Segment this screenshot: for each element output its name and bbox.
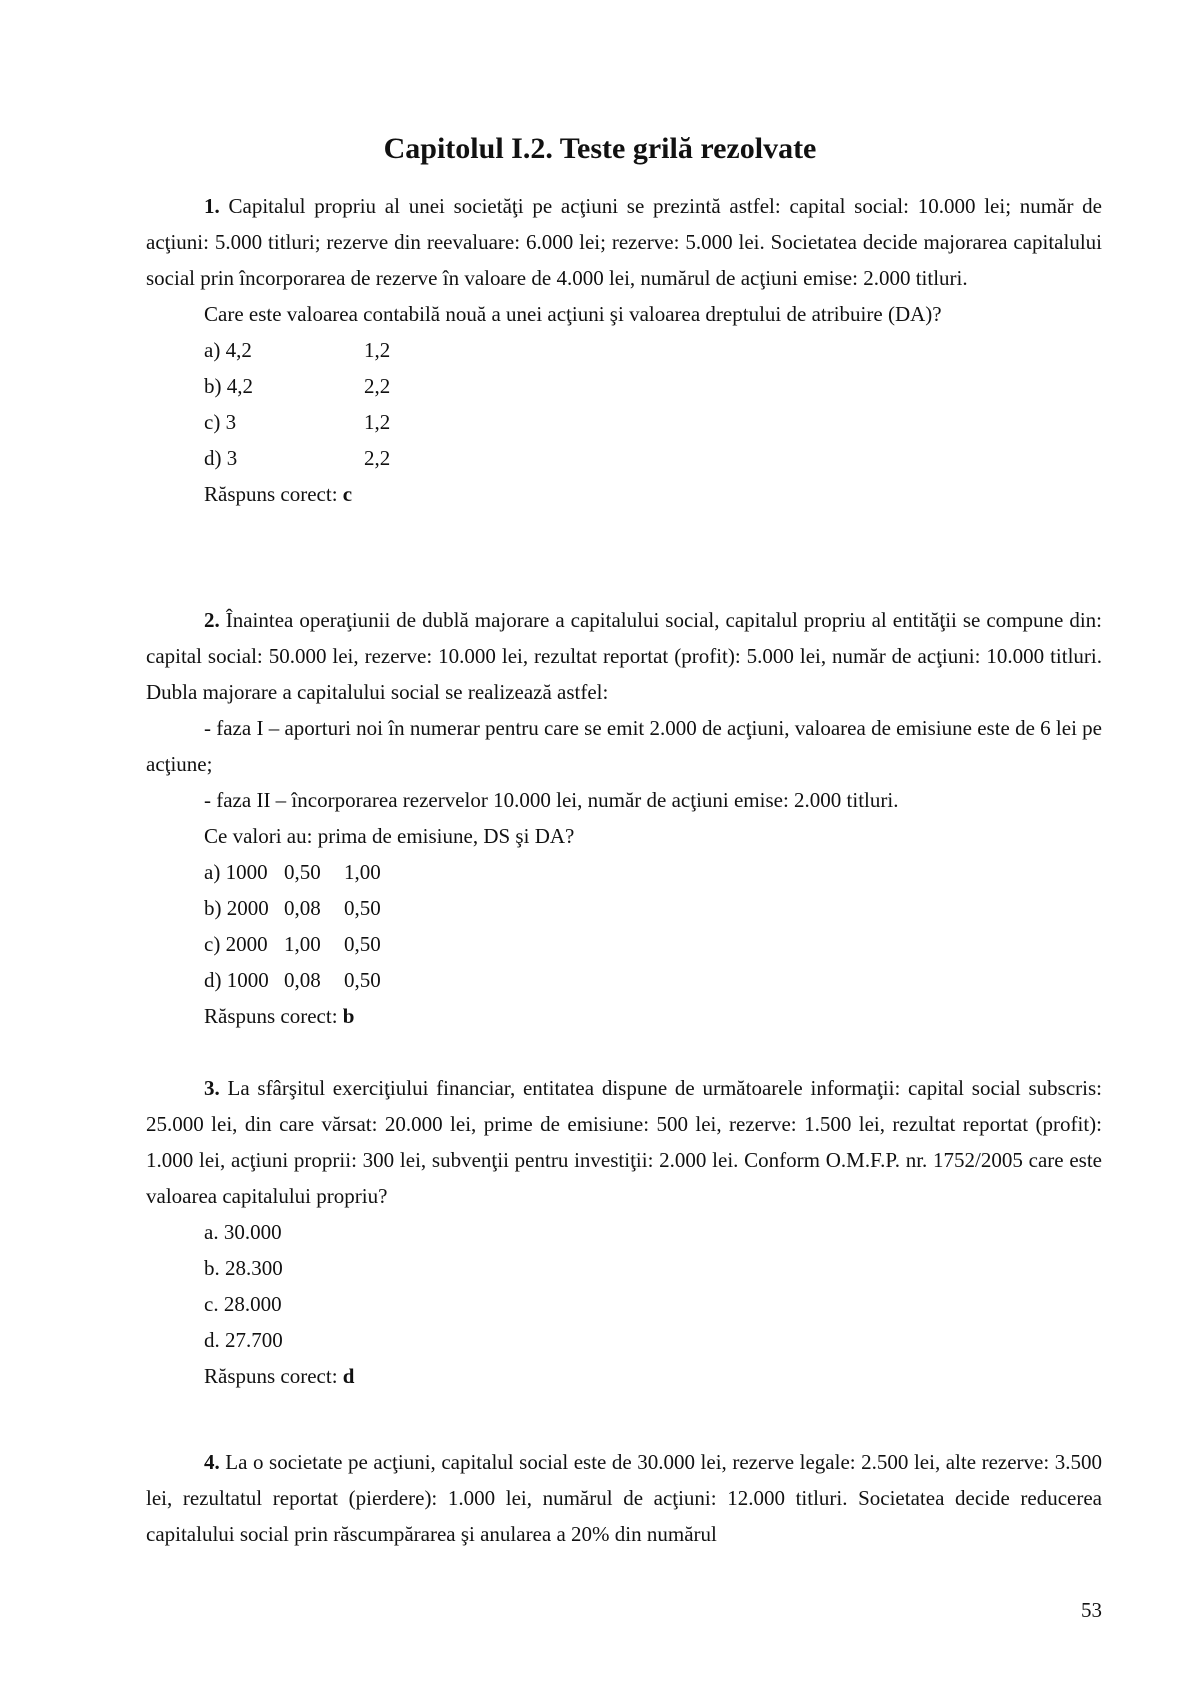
question-2-number: 2. [204,608,220,632]
question-1-number: 1. [204,194,220,218]
question-3 [146,1070,1102,1394]
answer-line: Răspuns corect: b [204,1004,355,1028]
question-1-text: 1. Capitalul propriu al unei societăţi pe acţiuni se prezintă astfel: capital social: 10.000 lei; număr de acţiuni: 5.000 titluri; rezerve din reevaluare: 6.000 lei; rezerve: 5.000 lei. Societatea decide majorarea capitalului social prin încorporarea de rezerve în valoare de 4.000 lei, numărul de acţiuni emise: 2.000 titluri. [146,194,1102,290]
question-2 [146,602,1102,1034]
option-line: a. 30.000 [204,1220,282,1244]
page-number: 53 [1081,1598,1102,1622]
page-title: Capitolul I.2. Teste grilă rezolvate [383,132,817,165]
option-row: d) 3 2,2 [204,446,391,470]
option-row: b) 2000 0,08 0,50 [204,896,381,920]
question-2-text: 2. Înaintea operaţiunii de dublă majorare a capitalului social, capitalul propriu al entităţii se compune din: capital social: 50.000 lei, rezerve: 10.000 lei, rezultat reportat (profit): 5.000 lei, număr de acţiuni: 10.000 titluri. Dubla majorare a capitalului social se realizează astfel: [146,608,1102,704]
option-row: a) 1000 0,50 1,00 [204,860,381,884]
question-3-text: 3. La sfârşitul exerciţiului financiar, entitatea dispune de următoarele informaţii: capital social subscris: 25.000 lei, din care vărsat: 20.000 lei, prime de emisiune: 500 lei, rezerve: 1.500 lei, rezultat reportat (profit): 1.000 lei, acţiuni proprii: 300 lei, subvenţii pentru investiţii: 2.000 lei. Conform O.M.F.P. nr. 1752/2005 care este valoarea capitalului propriu? [146,1076,1102,1208]
option-row: c) 2000 1,00 0,50 [204,932,381,956]
option-row: d) 1000 0,08 0,50 [204,968,381,992]
question-4-number: 4. [204,1450,220,1474]
question-3-number: 3. [204,1076,220,1100]
question-2-phase-2: - faza II – încorporarea rezervelor 10.000 lei, număr de acţiuni emise: 2.000 titluri. [204,788,899,812]
correct-answer: b [342,1004,355,1028]
question-4-text: 4. La o societate pe acţiuni, capitalul social este de 30.000 lei, rezerve legale: 2.500 lei, alte rezerve: 3.500 lei, rezultatul reportat (pierdere): 1.000 lei, numărul de acţiuni: 12.000 titluri. Societatea decide reducerea capitalului social prin răscumpărarea şi anularea a 20% din numărul [146,1450,1102,1546]
option-row: b) 4,2 2,2 [204,374,391,398]
question-4 [146,1444,1102,1552]
option-line: d. 27.700 [204,1328,283,1352]
answer-line: Răspuns corect: c [204,482,353,506]
option-row: a) 4,2 1,2 [204,338,391,362]
option-line: c. 28.000 [204,1292,282,1316]
correct-answer: d [342,1364,355,1388]
option-line: b. 28.300 [204,1256,283,1280]
question-1-prompt: Care este valoarea contabilă nouă a unei acţiuni şi valoarea dreptului de atribuire (DA)? [204,302,942,326]
correct-answer: c [342,482,353,506]
answer-line: Răspuns corect: d [204,1364,355,1388]
option-row: c) 3 1,2 [204,410,391,434]
question-1 [146,188,1102,512]
question-2-prompt: Ce valori au: prima de emisiune, DS şi DA? [204,824,575,848]
question-2-phase-1: - faza I – aporturi noi în numerar pentru care se emit 2.000 de acţiuni, valoarea de emisiune este de 6 lei pe acţiune; [146,716,1102,776]
